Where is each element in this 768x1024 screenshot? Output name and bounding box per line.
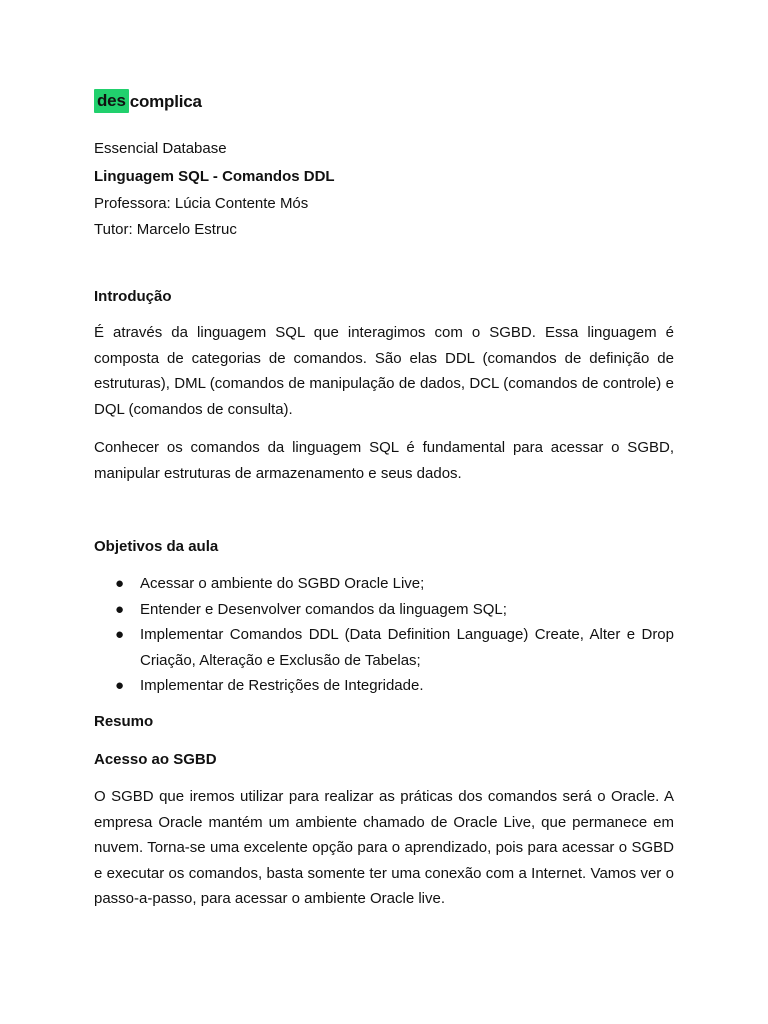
document-title: Linguagem SQL - Comandos DDL <box>94 168 335 185</box>
intro-heading: Introdução <box>94 288 172 305</box>
intro-paragraph-1: É através da linguagem SQL que interagimos com o SGBD. Essa linguagem é composta de categorias de comandos. São elas DDL (comandos de definição de estruturas), DML (comandos de manipulação de dados, DCL (comandos de controle) e DQL (comandos de consulta). <box>94 324 674 418</box>
list-item-text: Entender e Desenvolver comandos da linguagem SQL; <box>140 600 507 618</box>
objectives-list <box>94 571 674 699</box>
tutor-line: Tutor: Marcelo Estruc <box>94 221 237 238</box>
list-item <box>94 597 674 623</box>
bullet-icon: ● <box>115 626 125 643</box>
bullet-icon: ● <box>115 575 125 592</box>
professor-line: Professora: Lúcia Contente Mós <box>94 195 309 212</box>
descomplica-logo <box>94 88 202 114</box>
list-item <box>94 622 674 673</box>
summary-paragraph: O SGBD que iremos utilizar para realizar as práticas dos comandos será o Oracle. A empresa Oracle mantém um ambiente chamado de Oracle Live, que permanece em nuvem. Torna-se uma excelente opção para o aprendizado, pois para acessar o SGBD e executar os comandos, basta somente ter uma conexão com a Internet. Vamos ver o passo-a-passo, para acessar o ambiente Oracle live. <box>94 788 674 907</box>
intro-paragraph-2: Conhecer os comandos da linguagem SQL é fundamental para acessar o SGBD, manipular estruturas de armazenamento e seus dados. <box>94 439 674 482</box>
list-item <box>94 673 674 699</box>
bullet-icon: ● <box>115 600 125 618</box>
course-name: Essencial Database <box>94 140 227 157</box>
logo-highlight: des <box>94 89 129 113</box>
list-item-text: Acessar o ambiente do SGBD Oracle Live; <box>140 575 425 592</box>
list-item-text: Implementar Comandos DDL (Data Definition Language) Create, Alter e Drop Criação, Alteração e Exclusão de Tabelas; <box>140 626 674 669</box>
bullet-icon: ● <box>115 677 125 694</box>
section-heading-sgbd-access: Acesso ao SGBD <box>94 751 217 768</box>
objectives-heading: Objetivos da aula <box>94 538 219 555</box>
list-item <box>94 571 674 597</box>
summary-heading: Resumo <box>94 713 154 730</box>
list-item-text: Implementar de Restrições de Integridade. <box>140 677 424 694</box>
logo-text: complica <box>129 91 202 111</box>
